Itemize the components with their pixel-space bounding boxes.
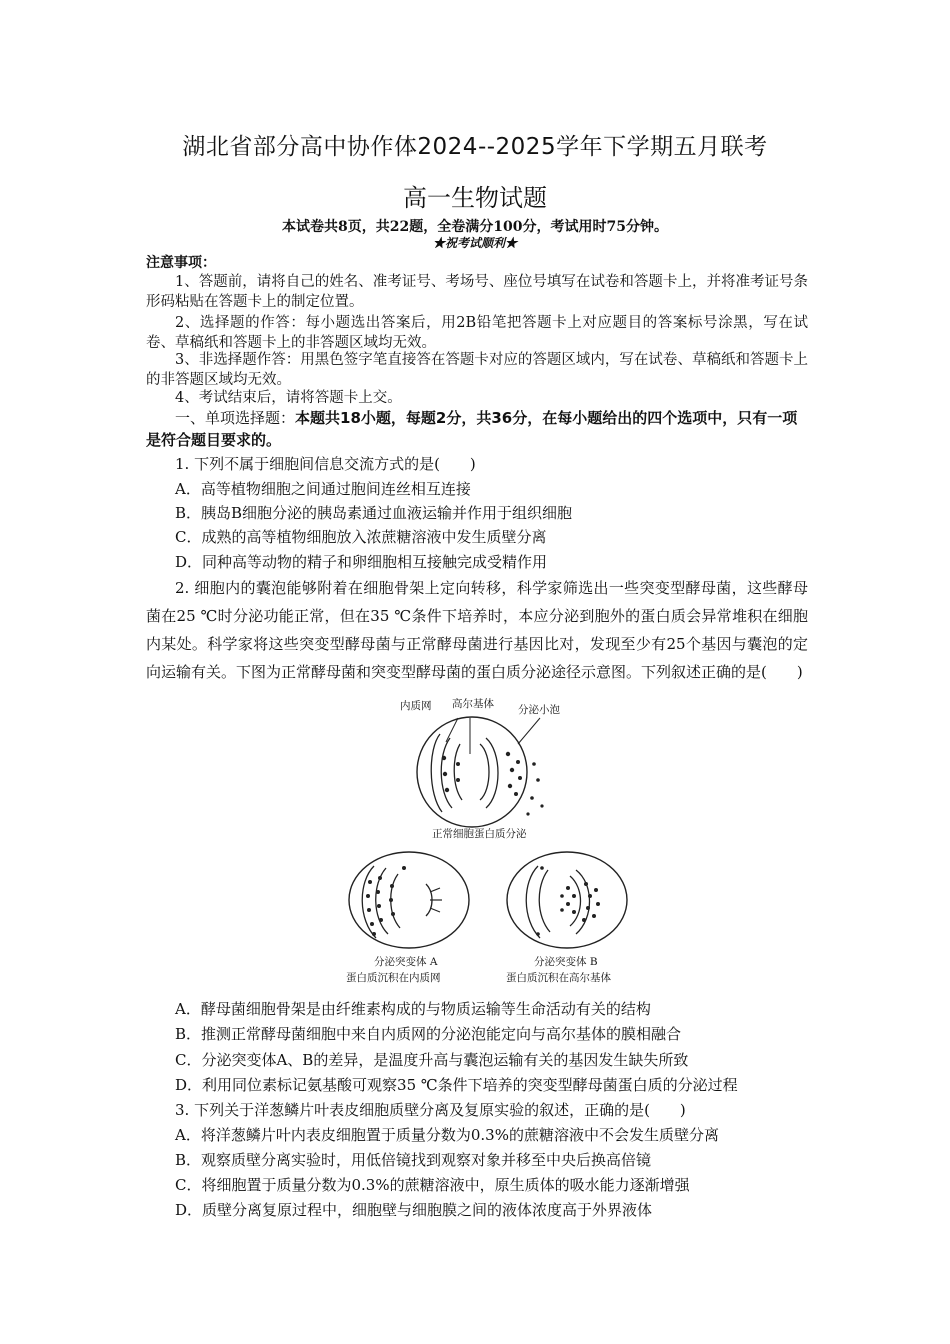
- question-1-stem: 1. 下列不属于细胞间信息交流方式的是( ): [175, 455, 476, 473]
- question-2-option-b: B．推测正常酵母菌细胞中来自内质网的分泌泡能定向与高尔基体的膜相融合: [175, 1025, 682, 1043]
- question-3-option-c: C．将细胞置于质量分数为0.3%的蔗糖溶液中，原生质体的吸水能力逐渐增强: [175, 1176, 690, 1194]
- mutant-b-diagram: [502, 848, 632, 954]
- question-2-option-c: C．分泌突变体A、B的差异，是温度升高与囊泡运输有关的基因发生缺失所致: [175, 1051, 689, 1069]
- caption-b-1: 分泌突变体 B: [534, 956, 598, 968]
- caption-a-2: 蛋白质沉积在内质网: [346, 972, 441, 984]
- notice-item-1: 1、答题前，请将自己的姓名、准考证号、考场号、座位号填写在试卷和答题卡上，并将准考证号条形码粘贴在答题卡上的制定位置。: [146, 274, 808, 310]
- caption-a-1: 分泌突变体 A: [374, 956, 438, 968]
- notice-item-2: 2、选择题的作答：每小题选出答案后，用2B铅笔把答题卡上对应题目的答案标号涂黑，写在试卷、草稿纸和答题卡上的非答题区域均无效。: [146, 315, 808, 351]
- label-golgi: 高尔基体: [452, 698, 494, 710]
- caption-normal: 正常细胞蛋白质分泌: [432, 828, 527, 840]
- question-3-option-b: B．观察质壁分离实验时，用低倍镜找到观察对象并移至中央后换高倍镜: [175, 1151, 652, 1169]
- question-1-option-c: C．成熟的高等植物细胞放入浓蔗糖溶液中发生质壁分离: [175, 528, 547, 546]
- exam-info: 本试卷共8页，共22题，全卷满分100分，考试用时75分钟。: [282, 219, 668, 235]
- mutant-a-diagram: [344, 848, 474, 954]
- question-1-option-a: A．高等植物细胞之间通过胞间连丝相互连接: [175, 480, 471, 498]
- question-1-option-d: D．同种高等动物的精子和卵细胞相互接触完成受精作用: [175, 553, 548, 571]
- exam-subtitle: 高一生物试题: [403, 184, 547, 212]
- notice-item-3: 3、非选择题作答：用黑色签字笔直接答在答题卡对应的答题区域内，写在试卷、草稿纸和答题卡上的非答题区域均无效。: [146, 352, 808, 388]
- question-3-option-d: D．质壁分离复原过程中，细胞壁与细胞膜之间的液体浓度高于外界液体: [175, 1201, 653, 1219]
- label-vesicle: 分泌小泡: [518, 704, 560, 716]
- caption-b-2: 蛋白质沉积在高尔基体: [506, 972, 611, 984]
- section-1-heading: 一、单项选择题：: [175, 409, 296, 427]
- question-3-option-a: A．将洋葱鳞片叶内表皮细胞置于质量分数为0.3%的蔗糖溶液中不会发生质壁分离: [175, 1126, 719, 1144]
- notice-item-4: 4、考试结束后，请将答题卡上交。: [175, 390, 402, 406]
- normal-cell-diagram: [400, 714, 570, 834]
- question-3-stem: 3. 下列关于洋葱鳞片叶表皮细胞质壁分离及复原实验的叙述，正确的是( ): [175, 1101, 686, 1119]
- question-2-option-a: A．酵母菌细胞骨架是由纤维素构成的与物质运输等生命活动有关的结构: [175, 1000, 651, 1018]
- notice-heading: 注意事项：: [146, 255, 216, 271]
- section-1-intro: [146, 407, 808, 451]
- question-1-option-b: B．胰岛B细胞分泌的胰岛素通过血液运输并作用于组织细胞: [175, 504, 573, 522]
- label-er: 内质网: [400, 700, 432, 712]
- exam-title: 湖北省部分高中协作体2024--2025学年下学期五月联考: [182, 134, 768, 160]
- section-1-desc: 本题共18小题，每题2分，共36分，在每小题给出的四个选项中，只有一项是符合题目要求的。: [146, 409, 798, 449]
- figure-normal-cell: [400, 698, 570, 838]
- question-2-stem: 2. 细胞内的囊泡能够附着在细胞骨架上定向转移，科学家筛选出一些突变型酵母菌，这些酵母菌在25 ℃时分泌功能正常，但在35 ℃条件下培养时，本应分泌到胞外的蛋白质会异常堆积在细胞内某处。科学家将这些突变型酵母菌与正常酵母菌进行基因比对，发现至少有25个基因与囊泡的定向运输有关。下图为正常酵母菌和突变型酵母菌的蛋白质分泌途径示意图。下列叙述正确的是( ): [146, 579, 808, 681]
- question-2-option-d: D．利用同位素标记氨基酸可观察35 ℃条件下培养的突变型酵母菌蛋白质的分泌过程: [175, 1076, 738, 1094]
- exam-wish: ★祝考试顺利★: [432, 236, 517, 250]
